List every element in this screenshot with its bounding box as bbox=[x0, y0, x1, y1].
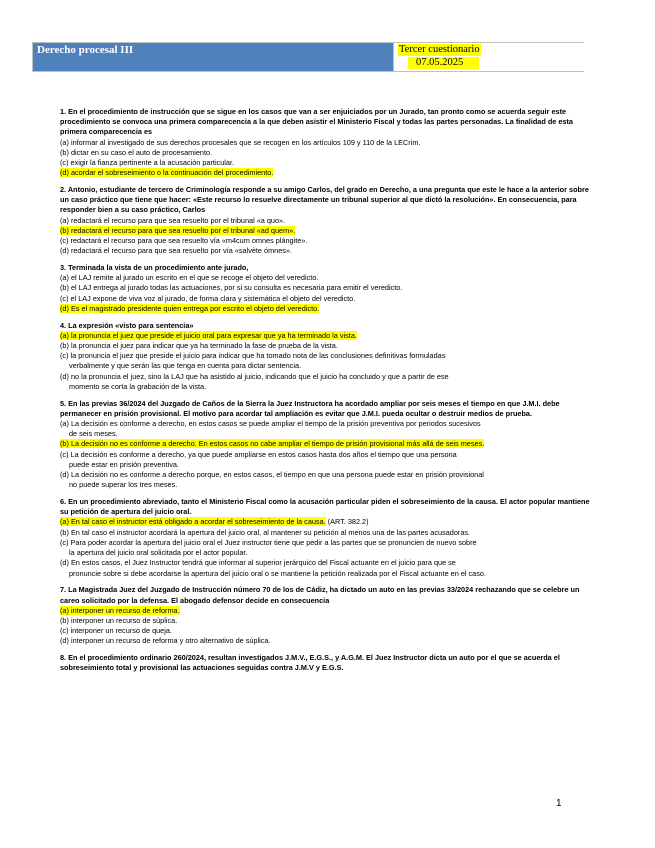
option-c: (c) interponer un recurso de queja. bbox=[60, 626, 172, 636]
option-c: (c) La decisión es conforme a derecho, ya que puede ampliarse en estos casos hasta dos años el tiempo que una persona bbox=[60, 449, 457, 459]
option-b: (b) el LAJ entrega al jurado todas las actuaciones, por si su consulta es necesaria para emitir el veredicto. bbox=[60, 283, 403, 293]
option-d-highlighted: (d) acordar el sobreseimiento o la continuación del procedimiento. bbox=[60, 168, 274, 178]
question-6 bbox=[60, 497, 596, 579]
option-a: (a) redactará el recurso para que sea resuelto por el tribunal «a quo». bbox=[60, 215, 286, 225]
option-c: (c) Para poder acordar la apertura del juicio oral el Juez instructor tiene que pedir a las partes que se pronuncien de nuevo sobre bbox=[60, 537, 477, 547]
header-right-cell bbox=[393, 43, 584, 71]
option-a: (a) el LAJ remite al jurado un escrito en el que se recoge el objeto del veredicto. bbox=[60, 273, 319, 283]
option-d: (d) En estos casos, el Juez Instructor tendrá que informar al superior jerárquico del Fiscal actuante en el juicio para que se bbox=[60, 558, 456, 568]
question-stem: 3. Terminada la vista de un procedimiento ante jurado, bbox=[60, 263, 249, 273]
option-c-continued: puede estar en prisión preventiva. bbox=[69, 459, 179, 469]
question-stem: 8. En el procedimiento ordinario 260/2024, resultan investigados J.M.V., E.G.S., y A.G.M. El Juez Instructor dicta un auto por el que se acuerda el sobreseimiento total y provisional las actuaciones seguidas contra J.M.V y E.G.S. bbox=[60, 653, 560, 673]
question-stem: 7. La Magistrada Juez del Juzgado de Instrucción número 70 de los de Cádiz, ha dictado un auto en las previas 33/2024 rechazando que se celebre un careo solicitado por la defensa. El abogado defensor decide en consecuencia bbox=[60, 585, 580, 605]
course-title: Derecho procesal III bbox=[37, 44, 134, 56]
option-d: (d) La decisión no es conforme a derecho porque, en estos casos, el tiempo en que una persona puede estar en prisión provisional bbox=[60, 470, 484, 480]
question-7 bbox=[60, 585, 596, 646]
option-b-highlighted: (b) La decisión no es conforme a derecho. En estos casos no cabe ampliar el tiempo de prisión provisional más allá de seis meses. bbox=[60, 439, 485, 449]
option-c: (c) exigir la fianza pertinente a la acusación particular. bbox=[60, 158, 234, 168]
option-d: (d) redactará el recurso para que sea resuelto por vía «salvète ómnes». bbox=[60, 246, 293, 256]
option-d-continued: no puede superar los tres meses. bbox=[69, 480, 178, 490]
option-b: (b) En tal caso el instructor acordará la apertura del juicio oral, al mantener su petición al menos una de las partes acusadoras. bbox=[60, 527, 471, 537]
question-8 bbox=[60, 653, 596, 673]
option-a-highlighted: (a) interponer un recurso de reforma. bbox=[60, 605, 180, 615]
question-stem: 6. En un procedimiento abreviado, tanto el Ministerio Fiscal como la acusación particular piden el sobreseimiento de la causa. El actor popular mantiene su petición de apertura del juicio oral. bbox=[60, 497, 590, 517]
article-note: (ART. 382.2) bbox=[327, 517, 369, 527]
option-b: (b) dictar en su caso el auto de procesamiento. bbox=[60, 147, 213, 157]
option-b-highlighted: (b) redactará el recurso para que sea resuelto por el tribunal «ad quem». bbox=[60, 225, 296, 235]
option-a-highlighted: (a) la pronuncia el juez que preside el juicio oral para expresar que ya ha terminado la vista. bbox=[60, 330, 357, 340]
option-a: (a) La decisión es conforme a derecho, en estos casos se puede ampliar el tiempo de la prisión preventiva por periodos sucesivos bbox=[60, 419, 481, 429]
question-3 bbox=[60, 263, 596, 314]
option-c: (c) la pronuncia el juez que preside el juicio para indicar que ha tomado nota de las conclusiones definitivas formuladas bbox=[60, 351, 446, 361]
option-c: (c) redactará el recurso para que sea resuelto vía «m4cum omnes plángite». bbox=[60, 236, 308, 246]
question-1 bbox=[60, 107, 596, 178]
option-d-continued: pronuncie sobre si debe acordarse la apertura del juicio oral o se mantiene la petición realizada por el Fiscal actuante en el caso. bbox=[69, 568, 486, 578]
question-stem: 1. En el procedimiento de instrucción que se sigue en los casos que van a ser enjuiciados por un Jurado, tan pronto como se acuerda seguir este procedimiento se convoca una primera comparecencia a la que deben asistir el Ministerio Fiscal y todas las partes personadas. La finalidad de esta primera comparecencia es bbox=[60, 107, 573, 137]
option-d: (d) interponer un recurso de reforma y otro alternativo de súplica. bbox=[60, 636, 271, 646]
option-d-highlighted: (d) Es el magistrado presidente quien entrega por escrito el objeto del veredicto. bbox=[60, 303, 320, 313]
quiz-date: 07.05.2025 bbox=[408, 57, 479, 69]
page-number: 1 bbox=[556, 798, 562, 809]
question-list bbox=[60, 107, 596, 680]
option-c: (c) el LAJ expone de viva voz al jurado, de forma clara y sistemática el objeto del veredicto. bbox=[60, 293, 356, 303]
question-2 bbox=[60, 185, 596, 256]
question-stem: 4. La expresión «visto para sentencia» bbox=[60, 320, 194, 330]
option-d-continued: momento se corta la grabación de la vista. bbox=[69, 381, 207, 391]
question-stem: 2. Antonio, estudiante de tercero de Criminología responde a su amigo Carlos, del grado en Derecho, a una pregunta que este le hace a la anterior sobre un caso práctico que tiene que hacer: «Este recurso lo resuelve directamente un tribunal superior al que dictó la resolución». En consecuencia, para responder bien a su caso práctico, Carlos bbox=[60, 185, 589, 215]
option-c-continued: verbalmente y que serán las que tenga en cuenta para dictar sentencia. bbox=[69, 361, 302, 371]
option-a-continued: de seis meses. bbox=[69, 429, 118, 439]
option-d: (d) no la pronuncia el juez, sino la LAJ que ha asistido al juicio, indicando que el juicio ha concluido y que a partir de ese bbox=[60, 371, 449, 381]
question-5 bbox=[60, 399, 596, 491]
document-header bbox=[32, 42, 584, 72]
option-b: (b) la pronuncia el juez para indicar que ya ha terminado la fase de prueba de la vista. bbox=[60, 341, 338, 351]
option-b: (b) interponer un recurso de súplica. bbox=[60, 615, 178, 625]
question-stem: 5. En las previas 36/2024 del Juzgado de Caños de la Sierra la Juez Instructora ha acordado ampliar por seis meses el tiempo en que J.M.I. debe permanecer en prisión provisional. El motivo para acordar tal ampliación es evitar que J.M.I. pueda ocultar o destruir medios de prueba. bbox=[60, 398, 560, 418]
option-a-highlighted: (a) En tal caso el instructor está obligado a acordar el sobreseimiento de la causa. bbox=[60, 517, 326, 527]
option-c-continued: la apertura del juicio oral solicitada por el actor popular. bbox=[69, 548, 248, 558]
option-a: (a) informar al investigado de sus derechos procesales que se recogen en los artículos 109 y 110 de la LECrim. bbox=[60, 137, 421, 147]
question-4 bbox=[60, 321, 596, 392]
quiz-title: Tercer cuestionario bbox=[399, 44, 480, 55]
